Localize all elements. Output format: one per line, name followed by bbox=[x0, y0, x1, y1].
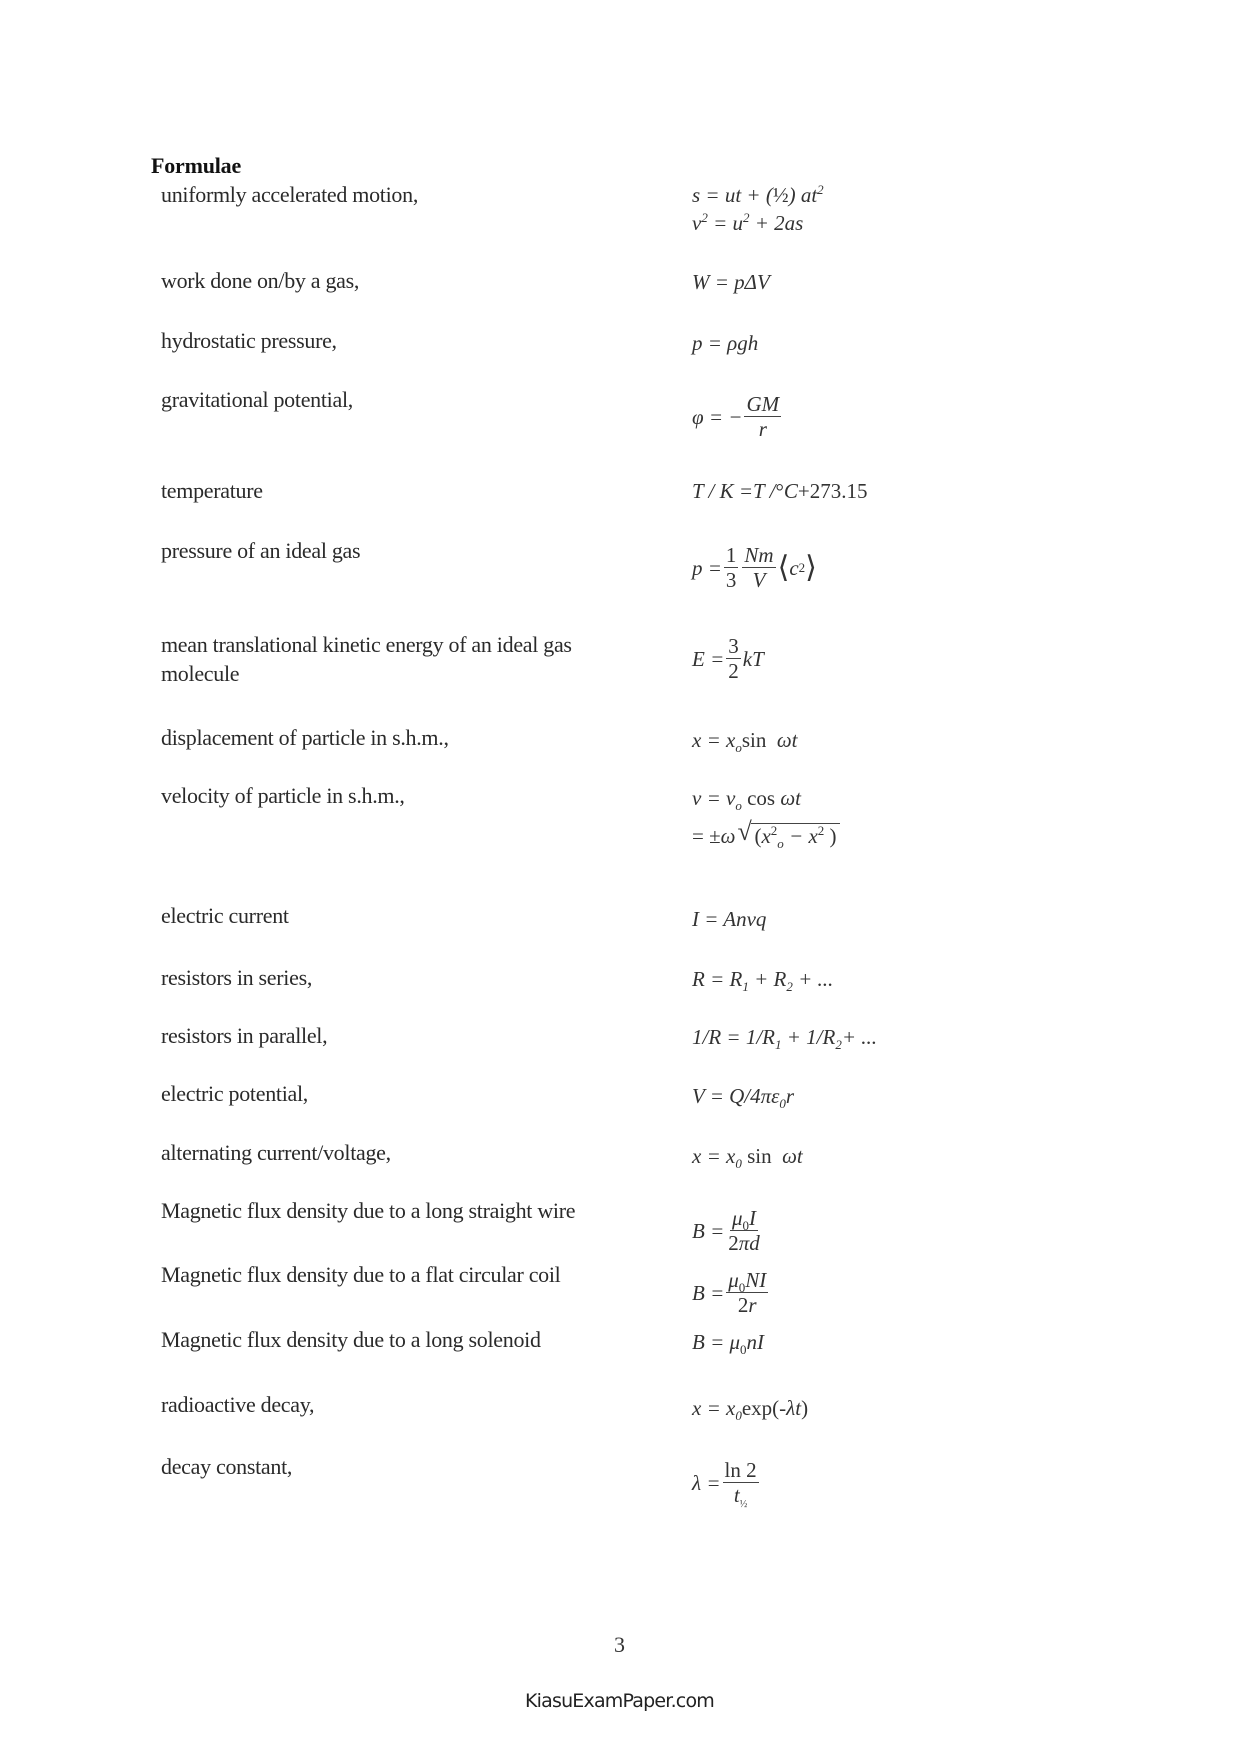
row-label: Magnetic flux density due to a long straight wire bbox=[161, 1198, 576, 1223]
page-number: 3 bbox=[614, 1632, 625, 1657]
formula-uniform-accel-2: $v^2 = u^2 + 2as$ bbox=[692, 210, 804, 235]
formula-ac: $x = x_0$ sin ωt bbox=[692, 1144, 803, 1172]
formula-flux-solenoid: $B = \mu_0nI$ bbox=[692, 1330, 765, 1358]
row-label: resistors in series, bbox=[161, 965, 313, 990]
row-label: electric potential, bbox=[161, 1081, 309, 1106]
fraction: $\frac{GM}{r}$ bbox=[746, 392, 780, 441]
row-label: resistors in parallel, bbox=[161, 1023, 328, 1048]
row-label: hydrostatic pressure, bbox=[161, 328, 337, 353]
row-label: decay constant, bbox=[161, 1454, 293, 1479]
formula-radioactive-decay: $x = x_0\exp(-\lambda t)$ bbox=[692, 1396, 809, 1424]
row-label-continued: molecule bbox=[161, 661, 240, 686]
row-label: radioactive decay, bbox=[161, 1392, 315, 1417]
row-label: temperature bbox=[161, 478, 263, 503]
formula-work-done: W = pΔV bbox=[692, 270, 770, 294]
row-label: Magnetic flux density due to a long solenoid bbox=[161, 1327, 541, 1352]
row-label: Magnetic flux density due to a flat circular coil bbox=[161, 1262, 561, 1287]
formula-shm-velocity-1: $v = v_o$ cos ωt bbox=[692, 786, 801, 814]
row-label: pressure of an ideal gas bbox=[161, 538, 361, 563]
formula-electric-current: I = Anvq bbox=[692, 907, 767, 931]
formula-shm-displacement: $x = x_o\sin$ ωt bbox=[692, 728, 798, 756]
formula-flux-wire: B = $\frac{\mu_0I}{2\pi d}$ bbox=[692, 1206, 760, 1255]
formula-temperature: T / K =T /°C+273.15 bbox=[692, 479, 868, 503]
formula-shm-velocity-2: = ±ω √ ($x^2_o - x^2$ ) bbox=[692, 823, 840, 849]
formula-grav-potential: φ = − $\frac{GM}{r}$ bbox=[692, 392, 780, 441]
footer-watermark: KiasuExamPaper.com bbox=[524, 1690, 714, 1712]
row-label: gravitational potential, bbox=[161, 387, 353, 412]
row-label: mean translational kinetic energy of an ideal gas bbox=[161, 632, 572, 657]
row-label: uniformly accelerated motion, bbox=[161, 182, 419, 207]
row-label: velocity of particle in s.h.m., bbox=[161, 783, 405, 808]
formula-parallel: $1/R = 1/R_1 + 1/R_2+$ ... bbox=[692, 1025, 878, 1053]
formula-uniform-accel-1: s = ut + (½) $at^2$ bbox=[692, 182, 824, 207]
row-label: work done on/by a gas, bbox=[161, 268, 360, 293]
formula-ideal-gas-pressure: p = $\frac{1}{3}$ $\frac{Nm}{V}$ ⟨ c 2 ⟩ bbox=[692, 543, 817, 592]
formula-flux-coil: B = $\frac{\mu_0NI}{2r}$ bbox=[692, 1268, 767, 1317]
row-label: alternating current/voltage, bbox=[161, 1140, 391, 1165]
formula-kinetic-energy: E = $\frac{3}{2}$ kT bbox=[692, 634, 764, 683]
formula-hydrostatic: p = ρgh bbox=[692, 331, 759, 355]
row-label: displacement of particle in s.h.m., bbox=[161, 725, 449, 750]
formula-electric-potential: $V = Q/4\pi\varepsilon_0r$ bbox=[692, 1084, 795, 1112]
formula-decay-constant: λ = $\frac{\ln 2}{t_{\frac{1}{2}}}$ bbox=[692, 1458, 757, 1511]
row-label: electric current bbox=[161, 903, 289, 928]
section-heading: Formulae bbox=[151, 153, 242, 178]
formula-series: $R = R_1 + R_2$ + ... bbox=[692, 967, 834, 995]
